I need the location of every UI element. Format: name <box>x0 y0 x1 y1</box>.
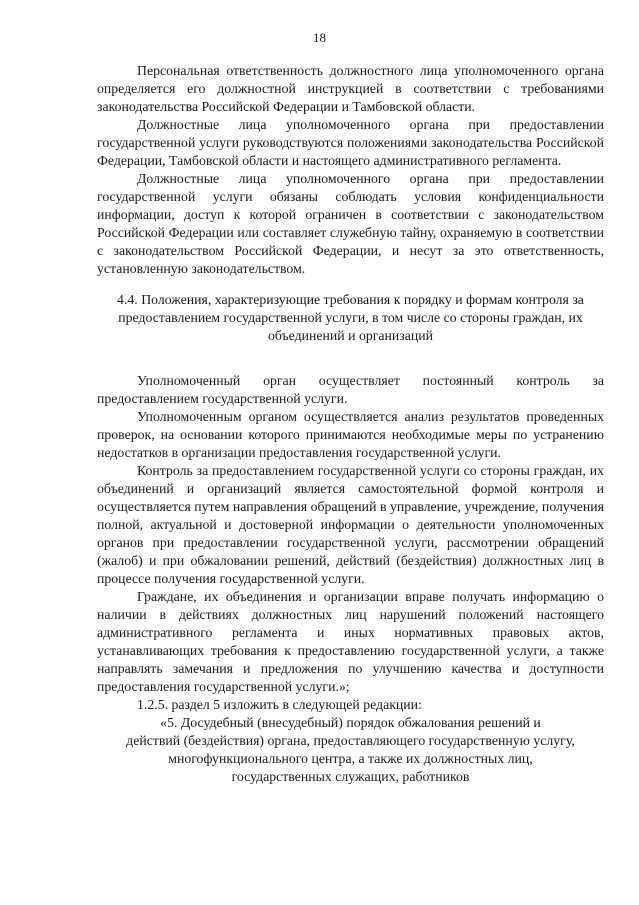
page-number: 18 <box>313 30 326 45</box>
paragraph: Граждане, их объединения и организации вправе получать информацию о наличии в действиях должностных лиц нарушений положений настоящего административного регламента и иных нормативных правовых актов, устанавливающих требования к предоставлению государственной услуги, а также направлять замечания и предложения по улучшению качества и доступности предоставления государственной услуги.»; <box>97 589 604 694</box>
paragraph: Персональная ответственность должностного лица уполномоченного органа определяется его должностной инструкцией в соответствии с требованиями законодательства Российской Федерации и Тамбовской области. <box>97 63 604 114</box>
section-5-title-line: многофункционального центра, а также их должностных лиц, <box>168 751 533 766</box>
section-5-title-line: действий (бездействия) органа, предоставляющего государственную услугу, <box>126 733 575 748</box>
paragraph: Уполномоченным органом осуществляется анализ результатов проведенных проверок, на основании которого принимаются необходимые меры по устранению недостатков в организации предоставления государственной услуги. <box>97 409 604 460</box>
paragraph: Контроль за предоставлением государственной услуги со стороны граждан, их объединений и организаций является самостоятельной формой контроля и осуществляется путем направления обращений в управление, учреждение, получения полной, актуальной и достоверной информации о деятельности уполномоченных органов при предоставлении государственной услуги, рассмотрении обращений (жалоб) и при обжаловании решений, действий (бездействия) должностных лиц в процессе получения государственной услуги. <box>97 463 604 586</box>
section-5-title <box>97 714 604 786</box>
section-heading: 4.4. Положения, характеризующие требования к порядку и формам контроля за предоставлением государственной услуги, в том числе со стороны граждан, их объединений и организаций <box>117 292 584 343</box>
paragraph: Уполномоченный орган осуществляет постоянный контроль за предоставлением государственной услуги. <box>97 373 604 406</box>
paragraph: Должностные лица уполномоченного органа при предоставлении государственной услуги руководствуются положениями законодательства Российской Федерации, Тамбовской области и настоящего административного регламента. <box>97 117 604 168</box>
section-5-title-line: государственных служащих, работников <box>231 769 470 784</box>
amendment-clause: 1.2.5. раздел 5 изложить в следующей редакции: <box>137 697 422 712</box>
section-5-title-line: «5. Досудебный (внесудебный) порядок обжалования решений и <box>160 715 541 730</box>
document-body <box>97 62 604 786</box>
paragraph: Должностные лица уполномоченного органа при предоставлении государственной услуги обязаны соблюдать условия конфиденциальности информации, доступ к которой ограничен в соответствии с законодательством Российской Федерации или составляет служебную тайну, охраняемую в соответствии с законодательством Российской Федерации, и несут за это ответственность, установленную законодательством. <box>97 171 604 276</box>
